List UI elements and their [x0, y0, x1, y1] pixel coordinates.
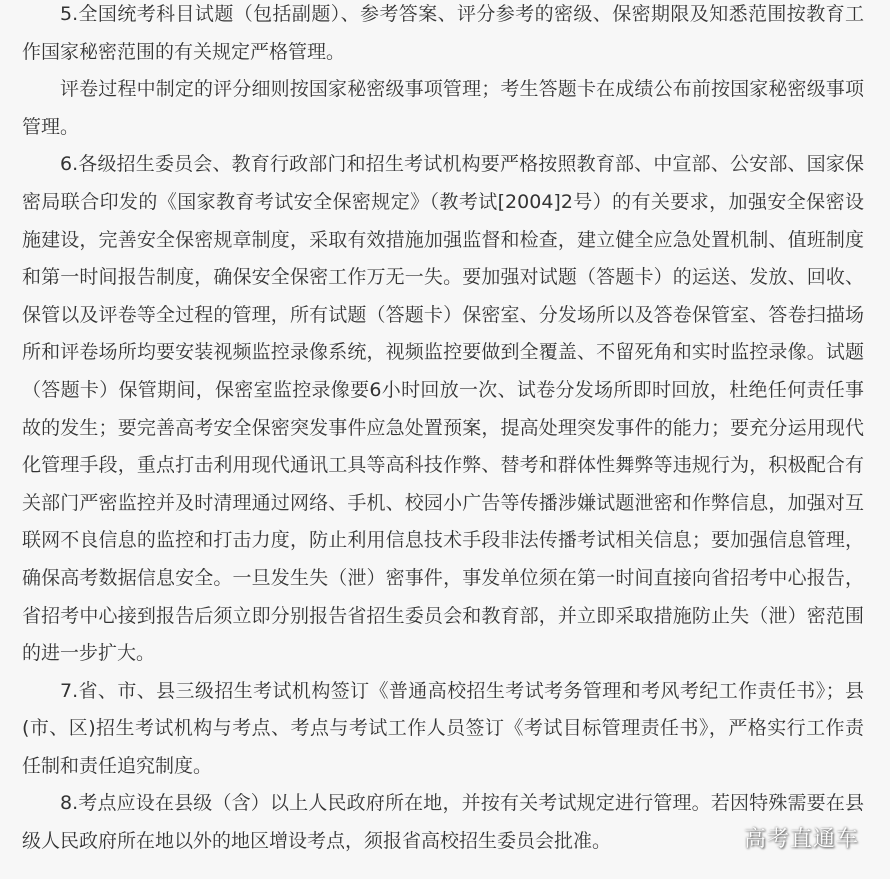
text-line: (市、区)招生考试机构与考点、考点与考试工作人员签订《考试目标管理责任书》，严格实行工作责	[22, 717, 864, 740]
paragraph	[22, 0, 864, 71]
text-line: 确保高考数据信息安全。一旦发生失（泄）密事件，事发单位须在第一时间直接向省招考中心报告，	[22, 566, 864, 589]
text-line: 任制和责任追究制度。	[22, 754, 213, 777]
text-line: 关部门严密监控并及时清理通过网络、手机、校园小广告等传播涉嫌试题泄密和作弊信息，加强对互	[22, 491, 864, 514]
text-line: 省招考中心接到报告后须立即分别报告省招生委员会和教育部，并立即采取措施防止失（泄）密范围	[22, 604, 864, 627]
text-line: 级人民政府所在地以外的地区增设考点，须报省高校招生委员会批准。	[22, 830, 612, 853]
text-line: 评卷过程中制定的评分细则按国家秘密级事项管理；考生答题卡在成绩公布前按国家秘密级事项	[60, 78, 864, 101]
text-line: 保管以及评卷等全过程的管理，所有试题（答题卡）保密室、分发场所以及答卷保管室、答卷扫描场	[22, 303, 864, 326]
text-line: 作国家秘密范围的有关规定严格管理。	[22, 40, 346, 63]
text-line: 和第一时间报告制度，确保安全保密工作万无一失。要加强对试题（答题卡）的运送、发放、回收、	[22, 266, 864, 289]
text-line: 联网不良信息的监控和打击力度，防止利用信息技术手段非法传播考试相关信息；要加强信息管理，	[22, 529, 864, 552]
text-line: 化管理手段，重点打击利用现代通讯工具等高科技作弊、替考和群体性舞弊等违规行为，积极配合有	[22, 454, 864, 477]
text-line: 5.全国统考科目试题（包括副题）、参考答案、评分参考的密级、保密期限及知悉范围按教育工	[60, 3, 864, 25]
text-line: 密局联合印发的《国家教育考试安全保密规定》（教考试[2004]2号）的有关要求，加强安全保密设	[22, 190, 864, 213]
text-line: 7.省、市、县三级招生考试机构签订《普通高校招生考试考务管理和考风考纪工作责任书》；县	[60, 679, 864, 702]
paragraph	[22, 146, 864, 672]
text-line: 故的发生；要完善高考安全保密突发事件应急处置预案，提高处理突发事件的能力；要充分运用现代	[22, 416, 864, 439]
paragraph	[22, 673, 864, 786]
text-line: 施建设，完善安全保密规章制度，采取有效措施加强监督和检查，建立健全应急处置机制、值班制度	[22, 228, 864, 251]
paragraph	[22, 71, 864, 146]
document-body	[22, 0, 864, 861]
text-line: 所和评卷场所均要安装视频监控录像系统，视频监控要做到全覆盖、不留死角和实时监控录像。试题	[22, 341, 864, 364]
text-line: 8.考点应设在县级（含）以上人民政府所在地，并按有关考试规定进行管理。若因特殊需要在县	[60, 792, 864, 815]
paragraph	[22, 785, 864, 860]
text-line: （答题卡）保管期间，保密室监控录像要6小时回放一次、试卷分发场所即时回放，杜绝任何责任事	[22, 378, 864, 401]
watermark: 高考直通车	[744, 827, 860, 852]
text-line: 的进一步扩大。	[22, 642, 156, 665]
text-line: 管理。	[22, 115, 80, 138]
text-line: 6.各级招生委员会、教育行政部门和招生考试机构要严格按照教育部、中宣部、公安部、国家保	[60, 153, 864, 176]
